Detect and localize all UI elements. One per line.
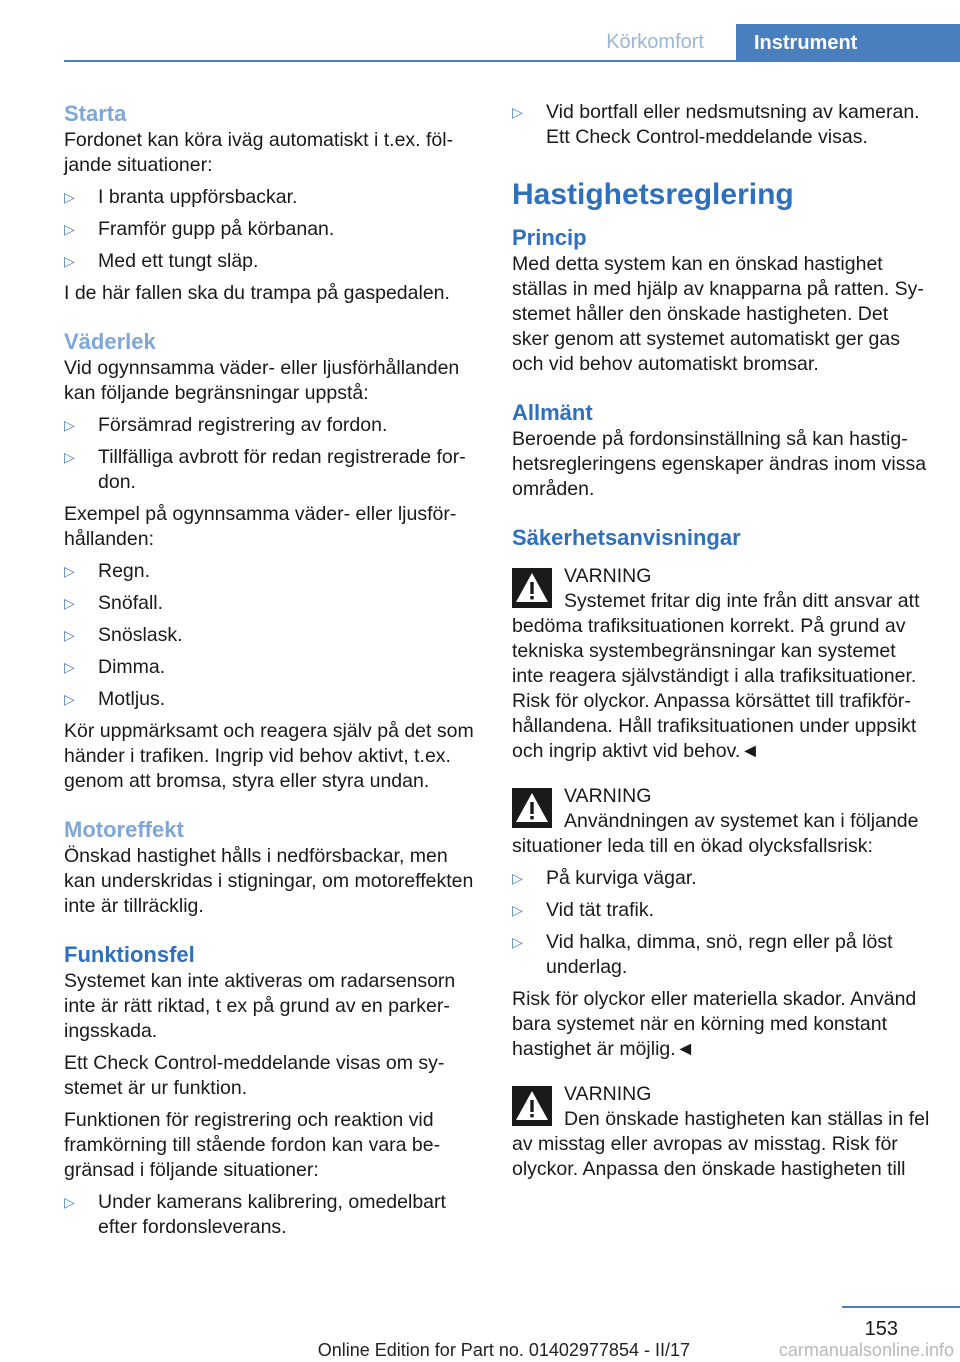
starta-list (64, 185, 482, 274)
warning-triangle-icon (512, 788, 552, 828)
warning-3-text: Den önskade hastigheten kan ställas in fel av misstag eller avropas av misstag. Risk för olyckor. Anpassa den önskade hastigheten till (512, 1108, 930, 1180)
section-princip (512, 224, 930, 377)
left-column (64, 100, 482, 1262)
bullet-triangle-icon: ▷ (64, 563, 75, 579)
vaderlek-mid: Exempel på ogynnsamma väder- eller ljusförhållanden: (64, 503, 457, 550)
bullet-triangle-icon: ▷ (512, 870, 523, 886)
heading-allmant: Allmänt (512, 400, 593, 425)
list-item: ▷ I branta uppförsbackar. (64, 186, 298, 208)
funktionsfel-list (64, 1190, 482, 1240)
camera-list (512, 100, 930, 150)
list-item: ▷ Försämrad registrering av fordon. (64, 414, 388, 436)
bullet-triangle-icon: ▷ (64, 627, 75, 643)
vaderlek-list-2 (64, 559, 482, 712)
tab-korkomfort[interactable]: Körkomfort (606, 31, 704, 53)
heading-funktionsfel: Funktionsfel (64, 942, 195, 967)
list-item: ▷ Med ett tungt släp. (64, 250, 259, 272)
princip-text: Med detta system kan en önskad hastighet ställas in med hjälp av knapparna på ratten. Systemet håller den önskade hastigheten. Det sker genom att systemet automatiskt ger gas och vid behov automatiskt bromsar. (512, 253, 924, 375)
motoreffekt-text: Önskad hastighet hålls i nedförsbackar, men kan underskridas i stigningar, om motoreffekten inte är tillräcklig. (64, 845, 474, 917)
list-item: ▷ Framför gupp på körbanan. (64, 218, 335, 240)
list-item: ▷ Regn. (64, 560, 151, 582)
vaderlek-intro: Vid ogynnsamma väder- eller ljusförhållanden kan följande begränsningar uppstå: (64, 357, 460, 404)
warning-3-label: VARNING (564, 1083, 652, 1105)
header-rule (64, 60, 960, 62)
page-footer (0, 1306, 960, 1362)
list-item: ▷ Tillfälliga avbrott för redan registrerade fordon. (64, 446, 466, 493)
list-item: ▷ Dimma. (64, 656, 166, 678)
list-item: ▷ Vid bortfall eller nedsmutsning av kameran. Ett Check Control-meddelande visas. (512, 101, 920, 148)
warning-2-label: VARNING (564, 785, 652, 807)
section-allmant (512, 399, 930, 502)
list-item: ▷ Vid tät trafik. (512, 899, 655, 921)
heading-vaderlek: Väderlek (64, 329, 156, 354)
warning-2 (512, 784, 930, 1062)
heading-motoreffekt: Motoreffekt (64, 817, 184, 842)
funktionsfel-p3: Funktionen för registrering och reaktion vid framkörning till stående fordon kan vara begränsad i följande situationer: (64, 1109, 441, 1181)
bullet-triangle-icon: ▷ (64, 253, 75, 269)
edition-text: Online Edition for Part no. 01402977854 - II/17 (317, 1340, 690, 1360)
heading-princip: Princip (512, 225, 587, 250)
warning-1-label: VARNING (564, 565, 652, 587)
section-vaderlek (64, 328, 482, 794)
list-item: ▷ Snöslask. (64, 624, 183, 646)
tab-instrument[interactable]: Instrument (736, 24, 960, 62)
list-item: ▷ Motljus. (64, 688, 166, 710)
heading-hastighetsreglering: Hastighetsreglering (512, 178, 794, 211)
warning-triangle-icon (512, 568, 552, 608)
starta-intro: Fordonet kan köra iväg automatiskt i t.ex. följande situationer: (64, 129, 454, 176)
warning-triangle-icon (512, 1086, 552, 1126)
list-item: ▷ Vid halka, dimma, snö, regn eller på löst underlag. (512, 931, 893, 978)
section-motoreffekt (64, 816, 482, 919)
bullet-triangle-icon: ▷ (512, 902, 523, 918)
heading-sakerhetsanvisningar: Säkerhetsanvisningar (512, 525, 741, 550)
starta-after: I de här fallen ska du trampa på gaspedalen. (64, 282, 450, 304)
watermark: carmanualsonline.info (778, 1340, 954, 1360)
bullet-triangle-icon: ▷ (64, 1194, 75, 1210)
page-header (0, 0, 960, 62)
funktionsfel-p2: Ett Check Control-meddelande visas om systemet är ur funktion. (64, 1052, 445, 1099)
warning-2-list (512, 866, 930, 980)
bullet-triangle-icon: ▷ (64, 221, 75, 237)
bullet-triangle-icon: ▷ (64, 189, 75, 205)
section-funktionsfel (64, 941, 482, 1240)
list-item: ▷ På kurviga vägar. (512, 867, 697, 889)
warning-2-after: Risk för olyckor eller materiella skador. Använd bara systemet när en körning med konstant hastighet är möjlig.◄ (512, 988, 917, 1060)
warning-2-text: Användningen av systemet kan i följande situationer leda till en ökad olycksfallsrisk: (512, 810, 919, 857)
vaderlek-after: Kör uppmärksamt och reagera själv på det som händer i trafiken. Ingrip vid behov aktivt, t.ex. genom att bromsa, styra eller styra undan. (64, 720, 474, 792)
allmant-text: Beroende på fordonsinställning så kan hastighetsregleringens egenskaper ändras inom vissa områden. (512, 428, 927, 500)
bullet-triangle-icon: ▷ (512, 104, 523, 120)
warning-3 (512, 1082, 930, 1182)
bullet-triangle-icon: ▷ (64, 417, 75, 433)
page-number: 153 (864, 1318, 898, 1340)
bullet-triangle-icon: ▷ (64, 449, 75, 465)
heading-starta: Starta (64, 101, 127, 126)
vaderlek-list (64, 413, 482, 495)
warning-1 (512, 564, 930, 764)
right-column (512, 100, 930, 1202)
list-item: ▷ Under kamerans kalibrering, omedelbart efter fordonsleverans. (64, 1191, 446, 1238)
footer-rule (842, 1306, 960, 1308)
list-item: ▷ Snöfall. (64, 592, 164, 614)
bullet-triangle-icon: ▷ (64, 691, 75, 707)
section-starta (64, 100, 482, 306)
bullet-triangle-icon: ▷ (64, 595, 75, 611)
bullet-triangle-icon: ▷ (512, 934, 523, 950)
funktionsfel-p1: Systemet kan inte aktiveras om radarsensorn inte är rätt riktad, t ex på grund av en parkeringsskada. (64, 970, 456, 1042)
bullet-triangle-icon: ▷ (64, 659, 75, 675)
warning-1-text: Systemet fritar dig inte från ditt ansvar att bedöma trafiksituationen korrekt. På grund av tekniska systembegränsningar kan systemet inte reagera självständigt i alla trafiksituationer. Risk för olyckor. Anpassa körsättet till trafikförhållandena. Håll trafiksituationen under uppsikt och ingrip aktivt vid behov.◄ (512, 590, 920, 762)
